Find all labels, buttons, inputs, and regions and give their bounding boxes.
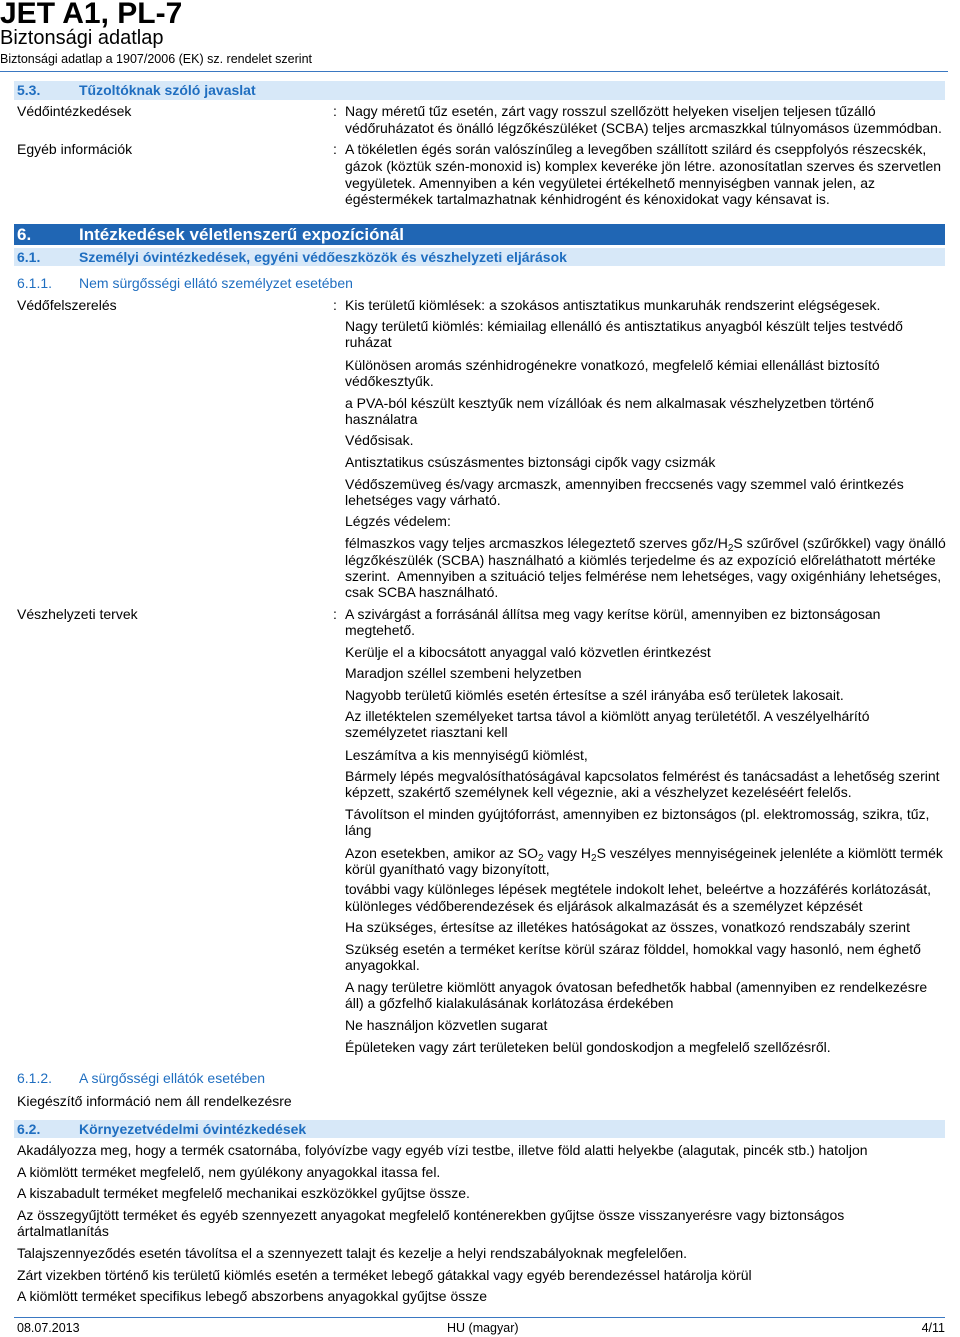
section-6-1-2-number: 6.1.2. bbox=[17, 1070, 53, 1086]
protective-measures-label: Védőintézkedések bbox=[17, 103, 132, 119]
environmental-precaution-line: A kiszabadult terméket megfelelő mechanikai eszközökkel gyűjtse össze. bbox=[17, 1185, 470, 1201]
protective-measures-line: Nagy méretű tűz esetén, zárt vagy rosszul szellőzött helyeken viseljen teljesen tűzálló bbox=[345, 103, 876, 119]
other-information-label: Egyéb információk bbox=[17, 141, 133, 157]
section-6-number: 6. bbox=[17, 225, 32, 244]
line-text: félmaszkos vagy teljes arcmaszkos lélegeztető szerves gőz/H bbox=[345, 535, 728, 551]
environmental-precaution-line: Talajszennyeződés esetén távolítsa el a szennyezett talajt és kezelje a helyi rendszabályoknak megfelelően. bbox=[17, 1245, 688, 1261]
footer-date: 08.07.2013 bbox=[17, 1321, 80, 1335]
section-6-2-number: 6.2. bbox=[17, 1121, 41, 1137]
footer-page-number: 4/11 bbox=[921, 1321, 945, 1335]
section-6-band bbox=[14, 224, 945, 245]
emergency-plans-line: körül gyanítható vagy bizonyított, bbox=[345, 861, 550, 877]
emergency-plans-line: különleges védőberendezések és eljárások alkalmazását és a személyzet képzését bbox=[345, 898, 863, 914]
protective-equipment-line: Kis területű kiömlések: a szokásos antisztatikus munkaruhák rendszerint elégségesek. bbox=[345, 297, 881, 313]
protective-measures-line: védőruházatot és önálló légzőkészüléket (SCBA) teljes arcmaszkkal túlnyomásos üzemmódban. bbox=[345, 120, 942, 136]
section-6-1-number: 6.1. bbox=[17, 249, 41, 265]
line-text: S veszélyes mennyiségeinek jelenléte a kiömlött termék bbox=[596, 845, 943, 861]
line-text: S szűrővel (szűrőkkel) vagy önálló bbox=[733, 535, 946, 551]
footer-language: HU (magyar) bbox=[447, 1321, 519, 1335]
environmental-precaution-line: Akadályozza meg, hogy a termék csatornába, folyóvízbe vagy egyéb vízi testbe, illetve föld alatti helyekbe (alagutak, pincék stb.) hatoljon bbox=[17, 1142, 868, 1158]
protective-equipment-line: használatra bbox=[345, 411, 418, 427]
protective-equipment-line: Különösen aromás szénhidrogénekre vonatkozó, megfelelő kémiai ellenállást biztosító bbox=[345, 357, 880, 373]
environmental-precaution-line: A kiömlött terméket megfelelő, nem gyúlékony anyagokkal itassa fel. bbox=[17, 1164, 441, 1180]
protective-equipment-line: védőkesztyűk. bbox=[345, 373, 434, 389]
other-information-line: égéstermékek tartalmazhatnak kénhidrogént és kénoxidokat vagy kénsavat is. bbox=[345, 191, 830, 207]
protective-equipment-line: Légzés védelem: bbox=[345, 513, 451, 529]
emergency-plans-line: áll) a gőzfelhő kialakulásának korlátozása érdekében bbox=[345, 995, 674, 1011]
emergency-plans-line: Az illetéktelen személyeket tartsa távol a kiömlött anyag területétől. A veszélyelhárító bbox=[345, 708, 870, 724]
section-6-title: Intézkedések véletlenszerű expozíciónál bbox=[79, 225, 405, 244]
emergency-plans-line: Ha szükséges, értesítse az illetékes hatóságokat az összes, vonatkozó rendszabály szerint bbox=[345, 919, 910, 935]
emergency-plans-line: Távolítson el minden gyújtóforrást, amennyiben ez biztonságos (pl. elektromosság, szikra, tűz, bbox=[345, 806, 930, 822]
protective-equipment-line: szerint. Amennyiben a szituáció teljes felmérése nem lehetséges, vagy oxigénhiány lehetséges, bbox=[345, 568, 942, 584]
protective-equipment-line bbox=[345, 535, 946, 554]
emergency-plans-line: anyagokkal. bbox=[345, 957, 420, 973]
emergency-plans-line: képzett, szakértő személynek kell végeznie, aki a vészhelyzet kezeléséért felelős. bbox=[345, 784, 852, 800]
header-rule bbox=[0, 71, 948, 72]
emergency-plans-line: láng bbox=[345, 822, 372, 838]
section-6-1-2-title: A sürgősségi ellátók esetében bbox=[79, 1070, 266, 1086]
section-6-1-2-text: Kiegészítő információ nem áll rendelkezésre bbox=[17, 1093, 292, 1109]
emergency-plans-line: A szivárgást a forrásánál állítsa meg vagy kerítse körül, amennyiben ez biztonságosan bbox=[345, 606, 881, 622]
subscript: 2 bbox=[538, 853, 544, 864]
line-text: vagy H bbox=[543, 845, 592, 861]
protective-equipment-line: a PVA-ból készült kesztyűk nem vízállóak és nem alkalmasak vészhelyzetben történő bbox=[345, 395, 874, 411]
protective-equipment-line: lehetséges vagy várható. bbox=[345, 492, 501, 508]
section-6-1-1-title: Nem sürgősségi ellátó személyzet esetében bbox=[79, 275, 353, 291]
emergency-plans-line bbox=[345, 845, 943, 864]
section-5-3-title: Tűzoltóknak szóló javaslat bbox=[79, 82, 256, 98]
colon: : bbox=[333, 103, 337, 119]
subscript: 2 bbox=[727, 543, 734, 554]
protective-equipment-line: ruházat bbox=[345, 334, 392, 350]
protective-equipment-line: Védőszemüveg és/vagy arcmaszk, amennyiben freccsenés vagy szemmel való érintkezés bbox=[345, 476, 904, 492]
emergency-plans-line: Ne használjon közvetlen sugarat bbox=[345, 1017, 548, 1033]
protective-equipment-line: Védősisak. bbox=[345, 432, 414, 448]
colon: : bbox=[333, 141, 337, 157]
other-information-line: A tökéletlen égés során valószínűleg a levegőben szállított szilárd és cseppfolyós részecskék, bbox=[345, 141, 927, 157]
environmental-precaution-line: Az összegyűjtött terméket és egyéb szennyezett anyagokat megfelelő konténerekben gyűjtse össze visszanyerésre vagy biztonságos bbox=[17, 1207, 845, 1223]
document-subtitle: Biztonsági adatlap bbox=[0, 27, 164, 49]
protective-equipment-label: Védőfelszerelés bbox=[17, 297, 117, 313]
protective-equipment-line: csak SCBA használható. bbox=[345, 584, 499, 600]
emergency-plans-line: Nagyobb területű kiömlés esetén értesítse a szél irányába eső területek lakosait. bbox=[345, 687, 844, 703]
colon: : bbox=[333, 606, 337, 622]
environmental-precaution-line: ártalmatlanítás bbox=[17, 1223, 109, 1239]
document-title: JET A1, PL-7 bbox=[0, 0, 183, 30]
subscript: 2 bbox=[591, 853, 597, 864]
section-6-1-title: Személyi óvintézkedések, egyéni védőeszközök és vészhelyzeti eljárások bbox=[79, 249, 567, 265]
colon: : bbox=[333, 297, 337, 313]
section-6-1-1-number: 6.1.1. bbox=[17, 275, 53, 291]
emergency-plans-line: további vagy különleges lépések megtétele indokolt lehet, beleértve a hozzáférés korlátozását, bbox=[345, 881, 932, 897]
emergency-plans-line: A nagy területre kiömlött anyagok óvatosan befedhetők habbal (amennyiben ez rendelkezésre bbox=[345, 979, 928, 995]
section-6-1-band bbox=[14, 248, 945, 266]
other-information-line: gázok (köztük szén-monoxid is) komplex keveréke jön létre. azonosítatlan szerves és szervetlen bbox=[345, 158, 942, 174]
emergency-plans-line: Maradjon széllel szembeni helyzetben bbox=[345, 665, 582, 681]
protective-equipment-line: Nagy területű kiömlés: kémiailag ellenálló és antisztatikus anyagból készült teljes testvédő bbox=[345, 318, 903, 334]
environmental-precaution-line: A kiömlött terméket specifikus lebegő abszorbens anyagokkal gyűjtse össze bbox=[17, 1288, 488, 1304]
emergency-plans-line: személyzetet riasztani kell bbox=[345, 724, 508, 740]
footer-rule bbox=[14, 1317, 945, 1318]
regulation-note: Biztonsági adatlap a 1907/2006 (EK) sz. rendelet szerint bbox=[0, 52, 312, 66]
emergency-plans-line: Kerülje el a kibocsátott anyaggal való közvetlen érintkezést bbox=[345, 644, 711, 660]
emergency-plans-line: megtehető. bbox=[345, 622, 416, 638]
section-5-3-number: 5.3. bbox=[17, 82, 41, 98]
section-5-3-band bbox=[14, 81, 945, 100]
section-6-2-band bbox=[14, 1120, 945, 1138]
protective-equipment-line: Antisztatikus csúszásmentes biztonsági cipők vagy csizmák bbox=[345, 454, 716, 470]
protective-equipment-line: légzőkészülék (SCBA) használható a kiömlés terjedelme és az expozíció előreláthatott mértéke bbox=[345, 552, 936, 568]
line-text: Azon esetekben, amikor az SO bbox=[345, 845, 538, 861]
section-6-2-title: Környezetvédelmi óvintézkedések bbox=[79, 1121, 307, 1137]
environmental-precaution-line: Zárt vizekben történő kis területű kiömlés esetén a terméket lebegő gátakkal vagy egyéb berendezéssel határolja körül bbox=[17, 1267, 752, 1283]
emergency-plans-line: Szükség esetén a terméket kerítse körül száraz földdel, homokkal vagy hasonló, nem éghető bbox=[345, 941, 921, 957]
emergency-plans-line: Épületeken vagy zárt területeken belül gondoskodjon a megfelelő szellőzésről. bbox=[345, 1039, 831, 1055]
emergency-plans-line: Leszámítva a kis mennyiségű kiömlést, bbox=[345, 747, 588, 763]
other-information-line: vegyületek. Amennyiben a kén vegyületei értékelhető mennyiségben vannak jelen, az bbox=[345, 175, 876, 191]
emergency-plans-line: Bármely lépés megvalósíthatóságával kapcsolatos felmérést és tanácsadást a lehetőség szerint bbox=[345, 768, 940, 784]
emergency-plans-label: Vészhelyzeti tervek bbox=[17, 606, 138, 622]
